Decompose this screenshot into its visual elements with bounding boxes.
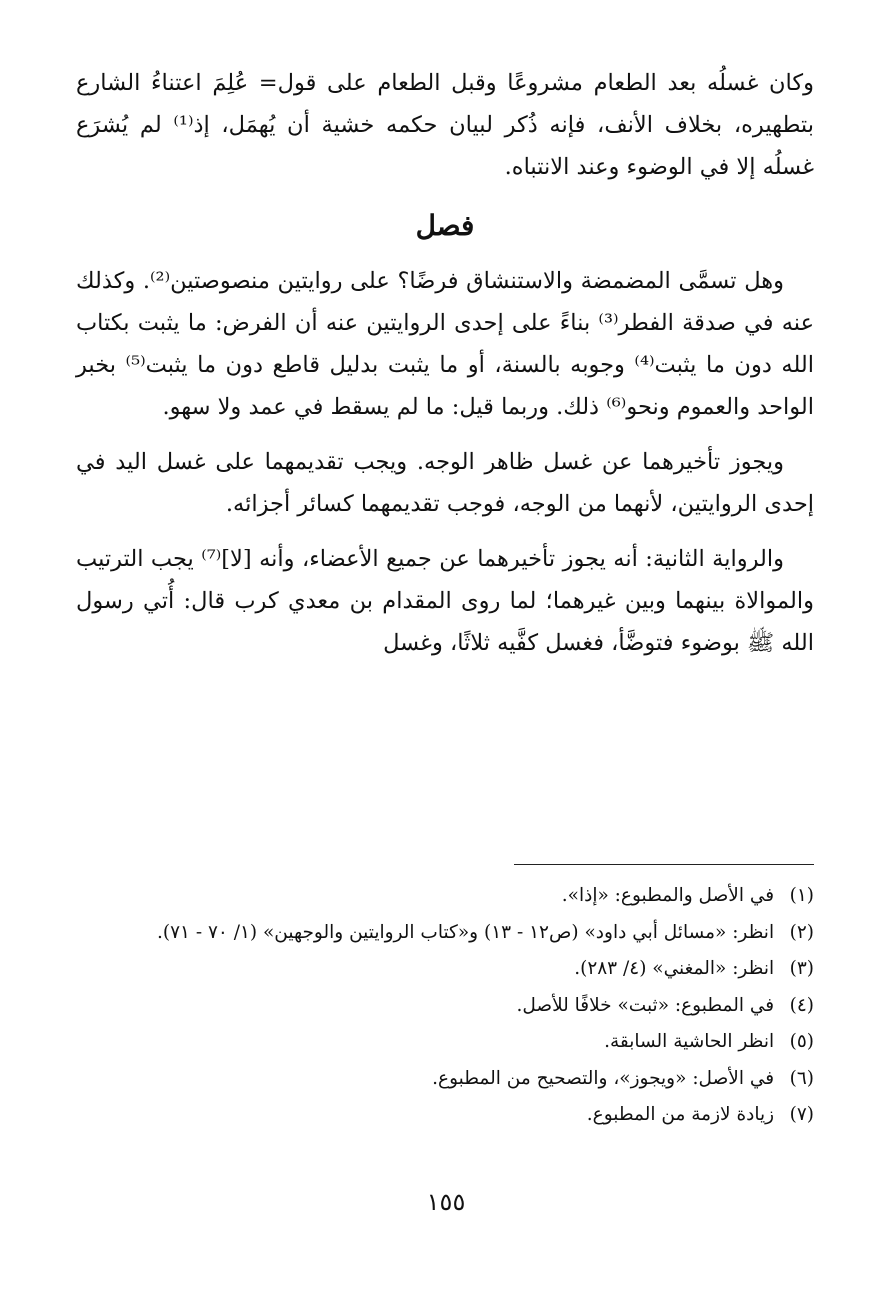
paragraph-2: وهل تسمَّى المضمضة والاستنشاق فرضًا؟ على روايتين منصوصتين⁽²⁾. وكذلك عنه في صدقة الفطر⁽³⁾ بناءً على إحدى الروايتين عنه أن الفرض: ما يثبت بكتاب الله دون ما يثبت⁽⁴⁾ وجوبه بالسنة، أو ما يثبت بدليل قاطع دون ما يثبت⁽⁵⁾ بخبر الواحد والعموم ونحو⁽⁶⁾ ذلك. وربما قيل: ما لم يسقط في عمد ولا سهو. bbox=[76, 268, 814, 420]
page-body bbox=[76, 62, 814, 1242]
footnote-number: (٥) bbox=[789, 1031, 814, 1052]
footnotes bbox=[76, 878, 814, 1134]
footnote-text: في الأصل: «ويجوز»، والتصحيح من المطبوع. bbox=[432, 1067, 775, 1089]
footnote-number: (٣) bbox=[789, 958, 814, 979]
footnote-divider bbox=[514, 864, 814, 865]
footnote-3 bbox=[76, 951, 814, 988]
footnote-text: في الأصل والمطبوع: «إذا». bbox=[561, 885, 775, 906]
footnote-text: انظر الحاشية السابقة. bbox=[604, 1031, 775, 1052]
footnote-text: انظر: «مسائل أبي داود» (ص١٢ - ١٣) و«كتاب الروايتين والوجهين» (١/ ٧٠ - ٧١). bbox=[156, 921, 775, 943]
footnote-4 bbox=[76, 988, 814, 1025]
footnote-2 bbox=[76, 915, 814, 952]
footnote-number: (٢) bbox=[789, 921, 814, 943]
paragraph-1: وكان غسلُه بعد الطعام مشروعًا وقبل الطعام على قول= عُلِمَ اعتناءُ الشارع بتطهيره، بخلاف الأنف، فإنه ذُكر لبيان حكمه خشية أن يُهمَل، إذ⁽¹⁾ لم يُشرَع غسلُه إلا في الوضوء وعند الانتباه. bbox=[76, 70, 814, 180]
footnote-number: (٤) bbox=[789, 994, 814, 1016]
footnote-7 bbox=[76, 1097, 814, 1134]
section-title: فصل bbox=[415, 209, 475, 242]
footnote-text: في المطبوع: «ثبت» خلافًا للأصل. bbox=[516, 994, 775, 1016]
page-number: ١٥٥ bbox=[426, 1188, 466, 1216]
footnote-6 bbox=[76, 1061, 814, 1098]
paragraph-4: والرواية الثانية: أنه يجوز تأخيرهما عن جميع الأعضاء، وأنه [لا]⁽⁷⁾ يجب الترتيب والموالاة بينهما وبين غيرهما؛ لما روى المقدام بن معدي كرب قال: أُتي رسول الله ﷺ بوضوء فتوضَّأ، فغسل كفَّيه ثلاثًا، وغسل bbox=[76, 546, 814, 656]
paragraph-3: ويجوز تأخيرهما عن غسل ظاهر الوجه. ويجب تقديمهما على غسل اليد في إحدى الروايتين، لأنهما من الوجه، فوجب تقديمهما كسائر أجزائه. bbox=[76, 449, 814, 517]
footnote-number: (١) bbox=[789, 885, 814, 906]
footnote-1 bbox=[76, 878, 814, 915]
footnote-5 bbox=[76, 1024, 814, 1061]
footnote-number: (٦) bbox=[789, 1067, 814, 1089]
footnote-text: زيادة لازمة من المطبوع. bbox=[586, 1104, 775, 1125]
footnote-text: انظر: «المغني» (٤/ ٢٨٣). bbox=[574, 958, 775, 979]
footnote-number: (٧) bbox=[789, 1104, 814, 1125]
